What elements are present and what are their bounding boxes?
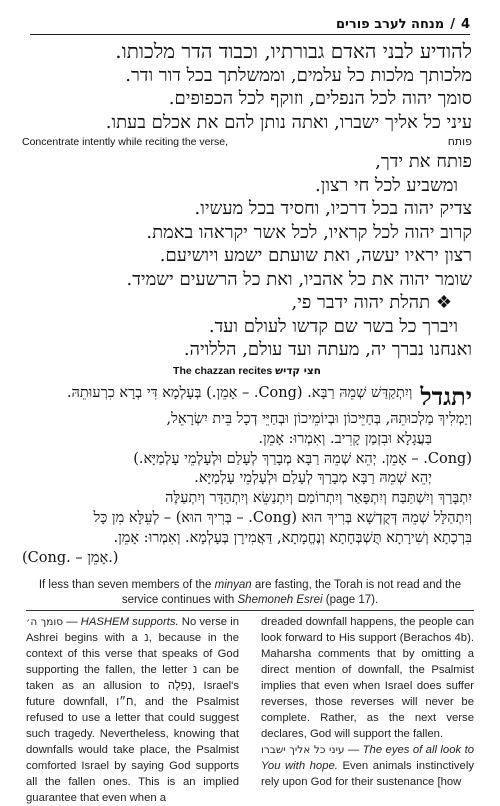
commentary-hebrew-lemma: סומך ה׳ [26,616,64,628]
verse-line: ❖ תהלת יהוה ידבר פי, [291,292,452,313]
commentary-hebrew-lemma: עיני כל אליך ישברו [261,744,345,756]
verse-line: עיני כל אליך ישברו, ואתה נותן להם את אכלם בעתו. [105,111,472,133]
verse-line: פותח את ידך, [375,151,472,172]
kaddish-line: בִּרְכָתָא וְשִׁירָתָא תֻּשְׁבְּחָתָא וְנֶחֱמָתָא, דַּאֲמִירָן בְּעָלְמָא. וְאִמְרוּ: אָמֵן. [113,529,472,546]
kaddish-line [22,384,472,410]
instruction-term: Shemoneh Esrei [237,594,323,606]
verse-line: סומך יהוה לכל הנפלים, וזוקף לכל הכפופים. [168,88,472,109]
kaddish-line: וְיִתְהַלָּל שְׁמֵהּ דְּקֻדְשָׁא בְּרִיךְ הוּא (Cong. – בְּרִיךְ הוּא) – לְעֵלָּא מִן כָּל [93,509,472,526]
kaddish-line: יִתְבָּרַךְ וְיִשְׁתַּבַּח וְיִתְפָּאַר וְיִתְרוֹמַם וְיִתְנַשֵּׂא וְיִתְהַדָּר וְיִתְעַלֶּה [165,490,472,507]
concentrate-hebrew: פותח [447,135,472,148]
instruction-part: are fasting, the Torah is not read and the service continues with [121,579,462,606]
ashrei-verses [22,40,472,380]
verse-line: רצון יראיו יעשה, ואת שועתם ישמע ויושיעם. [159,245,472,266]
commentary-divider [26,610,474,611]
commentary-lemma: — HASHEM supports. [63,616,179,628]
page-number: 4 [460,17,470,32]
kaddish-line: (Cong. – אָמֵן. יְהֵא שְׁמֵהּ רַבָּא מְבָרַךְ לְעָלַם וּלְעָלְמֵי עָלְמַיָּא.) [133,450,472,467]
instruction-term: minyan [214,579,252,591]
commentary-right-column [261,614,474,806]
kaddish-start-word: יתגדל [420,384,472,410]
kaddish-line: (Cong. – אָמֵן.) [22,549,119,566]
chazzan-hebrew: חצי קדיש [275,364,321,377]
verse-line: ומשביע לכל חי רצון. [315,174,458,196]
commentary-left-column [26,614,239,806]
commentary-paragraph [26,614,239,806]
verse-line: ויברך כל בשר שם קדשו לעולם ועד. [208,315,458,337]
kaddish-line: בַּעֲגָלָא וּבִזְמַן קָרִיב. וְאִמְרוּ: אָמֵן. [258,430,432,447]
concentrate-text: Concentrate intently while reciting the verse, [22,136,229,148]
verse-line: מלכותך מלכות כל עלמים, וממשלתך בכל דור ודר. [125,64,472,86]
commentary [26,614,474,806]
chazzan-text: The chazzan recites [173,364,273,377]
page-title: מנחה לערב פורים [335,17,445,32]
verse-line: שומר יהוה את כל אהביו, ואת כל הרשעים ישמיד. [126,268,472,290]
commentary-text: Even animals instinctively rely upon God for their sustenance [how [261,760,474,788]
verse-line: צדיק יהוה בכל דרכיו, וחסיד בכל מעשיו. [194,198,472,219]
kaddish-line: יְהֵא שְׁמֵהּ רַבָּא מְבָרַךְ לְעָלַם וּלְעָלְמֵי עָלְמַיָּא. [194,470,432,487]
header-separator: / [450,17,455,32]
commentary-paragraph [261,614,474,742]
instruction-part: (page 17). [322,594,379,606]
instruction-part: If less than seven members of the [38,579,215,591]
verse-line: להודיע לבני האדם גבורתיו, וכבוד הדר מלכותו. [115,40,472,63]
half-kaddish [22,384,472,568]
commentary-lemma: — The eyes of all look to You with hope. [261,744,474,772]
commentary-text: dreaded downfall happens, the people can look forward to His support (Berachos 4b). Maharsha comments that by omitting a direct mention of downfall, the Psalmist implies that even when Israel does suffer reverses, those reverses will never be complete. Rather, as the next verse declares, God will support the fallen. [261,616,474,740]
verse-line: ואנחנו נברך יה, מעתה ועד עולם, הללויה. [183,339,472,360]
kaddish-text: וְיִתְקַדַּשׁ שְׁמֵהּ רַבָּא. (Cong. – אָמֵן.) בְּעָלְמָא דִּי בְרָא כִרְעוּתֵהּ. [66,385,413,401]
verse-line: קרוב יהוה לכל קראיו, לכל אשר יקראהו באמת. [146,221,472,243]
kaddish-line: וְיַמְלִיךְ מַלְכוּתֵהּ, בְּחַיֵּיכוֹן וּבְיוֹמֵיכוֹן וּבְחַיֵּי דְכָל בֵּית יִשְׂרָאֵל, [166,411,472,427]
concentrate-note [22,134,472,150]
page-header [30,10,470,35]
torah-reading-instruction [26,578,474,608]
commentary-paragraph [261,742,474,790]
commentary-text: No verse in Ashrei begins with a נ, because in the context of this verse that speaks of God supporting the fallen, the letter נ can be taken as an allusion to נְפִלָה, Israel's future downfall, ח״ו, and the Psalmist refused to use a letter that could suggest such tragedy. Nevertheless, knowing that downfalls would take place, the Psalmist comforted Israel by saying God supports all the fallen ones. This is an implied guarantee that even when a [26,616,239,804]
chazzan-note [22,364,472,378]
